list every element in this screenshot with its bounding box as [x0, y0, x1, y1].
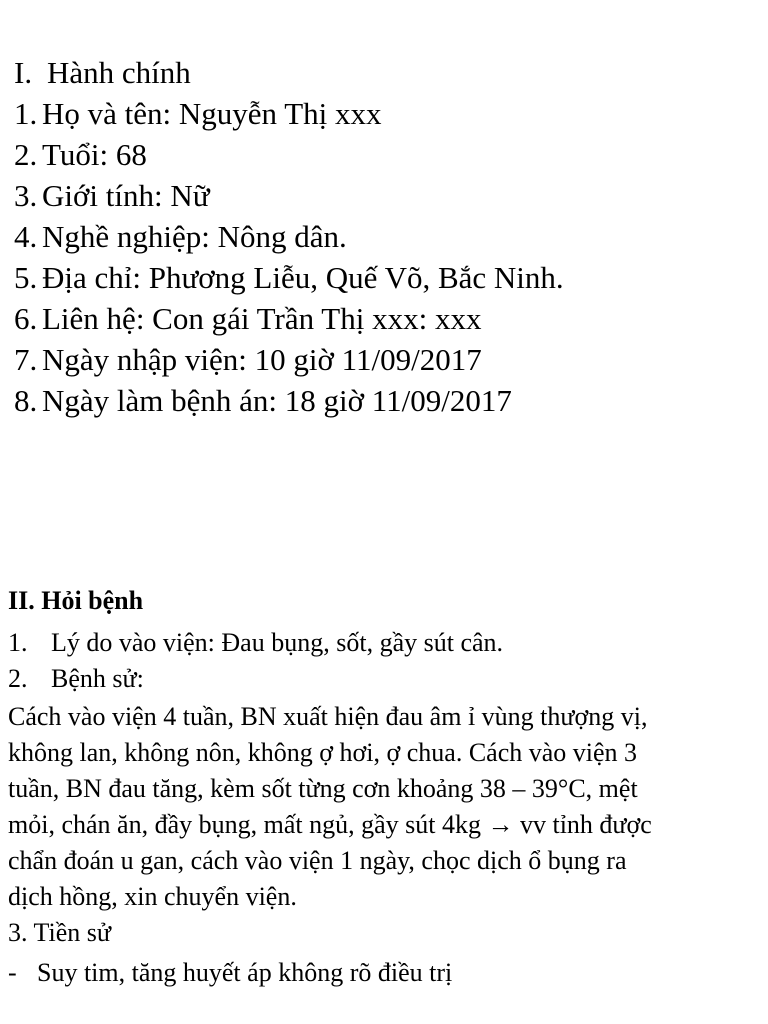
item-text: Bệnh sử: — [51, 664, 144, 693]
section-medical-history — [8, 583, 756, 991]
section-title-administrative — [14, 52, 754, 93]
item-number: 5. — [14, 260, 38, 295]
paragraph-line: không lan, không nôn, không ợ hơi, ợ chua. Cách vào viện 3 — [8, 738, 638, 767]
item-number: 1. — [8, 628, 28, 657]
paragraph-line: Cách vào viện 4 tuần, BN xuất hiện đau âm ỉ vùng thượng vị, — [8, 702, 648, 731]
item-text: Địa chỉ: Phương Liễu, Quế Võ, Bắc Ninh. — [42, 260, 564, 295]
admin-item-occupation — [14, 216, 754, 257]
past-history-item — [8, 955, 756, 991]
admin-item-record-date — [14, 380, 754, 421]
item-text: Họ và tên: Nguyễn Thị xxx — [42, 96, 382, 131]
item-number: 6. — [14, 301, 38, 336]
item-text: Lý do vào viện: Đau bụng, sốt, gầy sút cân. — [51, 628, 504, 657]
item-text: Tuổi: 68 — [42, 137, 147, 172]
paragraph-line: tuần, BN đau tăng, kèm sốt từng cơn khoảng 38 – 39°C, mệt — [8, 774, 638, 803]
admin-item-admission-date — [14, 339, 754, 380]
past-history-title: 3. Tiền sử — [8, 918, 111, 947]
item-number: 2. — [8, 664, 28, 693]
item-number: 3. — [14, 178, 38, 213]
item-text: Giới tính: Nữ — [42, 178, 210, 213]
item-number: 8. — [14, 383, 38, 418]
section-heading-history: II. Hỏi bệnh — [8, 586, 144, 615]
admin-item-name — [14, 93, 754, 134]
section-administrative — [14, 52, 754, 421]
item-text: Nghề nghiệp: Nông dân. — [42, 219, 347, 254]
admin-item-age — [14, 134, 754, 175]
roman-numeral: I. — [14, 55, 33, 90]
admin-item-contact — [14, 298, 754, 339]
item-text: Ngày nhập viện: 10 giờ 11/09/2017 — [42, 342, 482, 377]
history-item-illness — [8, 661, 756, 697]
paragraph-line: dịch hồng, xin chuyển viện. — [8, 882, 297, 911]
paragraph-line: chẩn đoán u gan, cách vào viện 1 ngày, chọc dịch ổ bụng ra — [8, 846, 627, 875]
item-text: Suy tim, tăng huyết áp không rõ điều trị — [37, 958, 453, 987]
item-text: Ngày làm bệnh án: 18 giờ 11/09/2017 — [42, 383, 512, 418]
item-number: 4. — [14, 219, 38, 254]
paragraph-line: mỏi, chán ăn, đầy bụng, mất ngủ, gầy sút 4kg → vv tỉnh được — [8, 810, 652, 839]
item-number: 7. — [14, 342, 38, 377]
item-text: Liên hệ: Con gái Trần Thị xxx: xxx — [42, 301, 482, 336]
item-number: 1. — [14, 96, 38, 131]
dash-bullet: - — [8, 958, 17, 987]
admin-item-address — [14, 257, 754, 298]
history-item-reason — [8, 625, 756, 661]
section-title-text: Hành chính — [47, 55, 191, 90]
item-number: 2. — [14, 137, 38, 172]
illness-history-paragraph — [8, 699, 756, 915]
admin-item-gender — [14, 175, 754, 216]
